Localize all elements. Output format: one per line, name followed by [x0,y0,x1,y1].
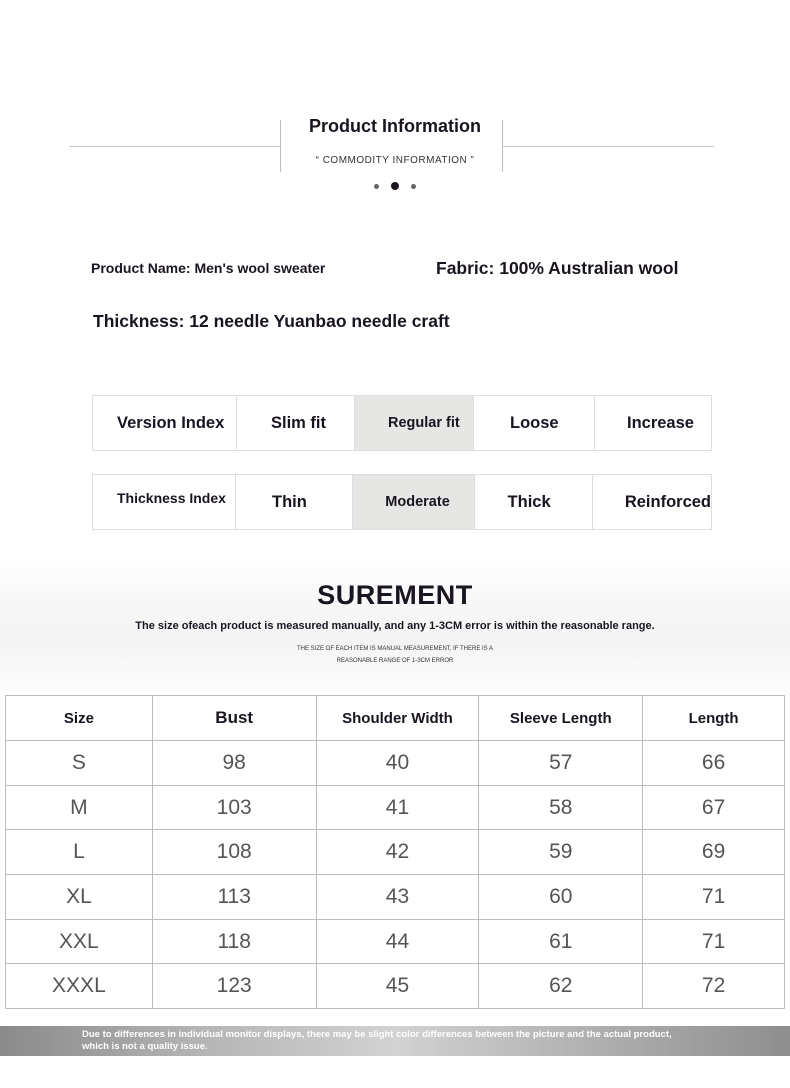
length-cell: 66 [643,741,785,786]
thickness-option-thin: Thin [236,475,353,529]
disclaimer-banner [0,1026,790,1056]
size-cell: M [6,785,153,830]
table-row [6,919,785,964]
bust-cell: 123 [152,964,316,1009]
header-right-rule [503,146,714,147]
table-row [6,741,785,786]
measurement-small-line-1: THE SIZE OF EACH ITEM IS MANUAL MEASUREMENT, IF THERE IS A [296,646,494,652]
thickness-index-table [92,474,712,530]
column-header-sleeve-length: Sleeve Length [479,696,643,741]
table-row [6,830,785,875]
measurement-title: SUREMENT [317,580,473,610]
thickness-index-label: Thickness Index [93,475,236,529]
table-header-row [6,696,785,741]
bust-cell: 118 [152,919,316,964]
dot-icon [411,184,416,189]
shoulder-cell: 43 [316,875,479,920]
version-index-table [92,395,712,451]
shoulder-cell: 41 [316,785,479,830]
length-cell: 71 [643,875,785,920]
size-cell: XXL [6,919,153,964]
measurement-note: The size ofeach product is measured manually, and any 1-3CM error is within the reasonable range. [135,620,655,632]
size-cell: S [6,741,153,786]
table-row [6,785,785,830]
version-option-loose: Loose [474,396,595,450]
sleeve-cell: 57 [479,741,643,786]
dot-icon [374,184,379,189]
bust-cell: 103 [152,785,316,830]
header-left-rule [69,146,280,147]
bust-cell: 113 [152,875,316,920]
measurement-small-line-2: REASONABLE RANGE OF 1-3CM ERROR [336,658,454,664]
product-thickness: Thickness: 12 needle Yuanbao needle craft [93,311,450,331]
sleeve-cell: 60 [479,875,643,920]
sleeve-cell: 58 [479,785,643,830]
length-cell: 69 [643,830,785,875]
size-cell: XXXL [6,964,153,1009]
shoulder-cell: 45 [316,964,479,1009]
column-header-size: Size [6,696,153,741]
disclaimer-text [82,1029,722,1053]
column-header-bust: Bust [152,696,316,741]
length-cell: 72 [643,964,785,1009]
decorative-dots [0,182,790,190]
sleeve-cell: 61 [479,919,643,964]
thickness-option-thick: Thick [475,475,593,529]
bust-cell: 108 [152,830,316,875]
disclaimer-line-1: Due to differences in individual monitor displays, there may be slight color differences between the picture and the actual product, [82,1029,672,1040]
length-cell: 67 [643,785,785,830]
length-cell: 71 [643,919,785,964]
shoulder-cell: 44 [316,919,479,964]
version-option-increase: Increase [627,413,694,432]
size-cell: XL [6,875,153,920]
thickness-option-reinforced: Reinforced [624,492,711,511]
thickness-option-moderate: Moderate [353,475,474,529]
product-fabric: Fabric: 100% Australian wool [436,258,679,278]
sleeve-cell: 62 [479,964,643,1009]
size-chart-table [5,695,785,1009]
section-subtitle: “ COMMODITY INFORMATION ” [315,155,475,166]
version-index-label: Version Index [93,396,237,450]
table-row [6,875,785,920]
dot-icon [391,182,399,190]
shoulder-cell: 42 [316,830,479,875]
column-header-length: Length [643,696,785,741]
table-row [6,964,785,1009]
sleeve-cell: 59 [479,830,643,875]
version-option-regular-fit: Regular fit [355,396,474,450]
shoulder-cell: 40 [316,741,479,786]
section-title: Product Information [309,116,481,136]
disclaimer-line-2: which is not a quality issue. [82,1041,208,1052]
size-cell: L [6,830,153,875]
product-name: Product Name: Men's wool sweater [91,260,326,276]
version-option-slim-fit: Slim fit [237,396,355,450]
column-header-shoulder-width: Shoulder Width [316,696,479,741]
bust-cell: 98 [152,741,316,786]
